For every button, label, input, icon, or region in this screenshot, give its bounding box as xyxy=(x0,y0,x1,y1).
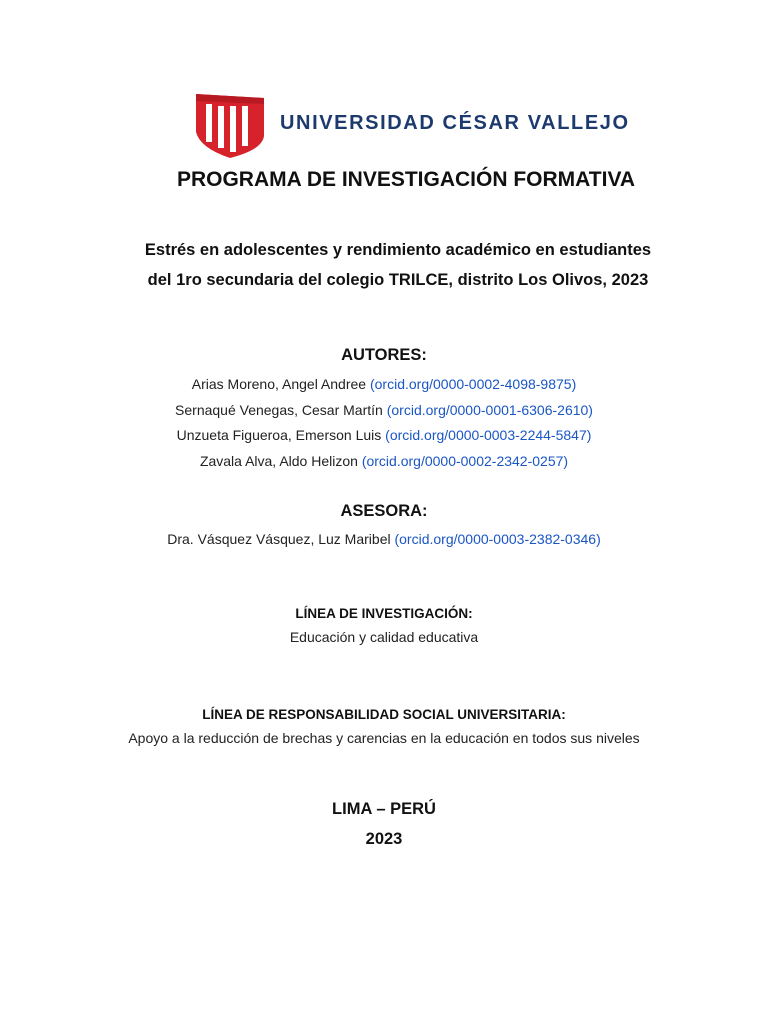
thesis-title-line-1: Estrés en adolescentes y rendimiento académico en estudiantes xyxy=(144,241,652,259)
university-logo xyxy=(192,92,630,160)
place: LIMA – PERÚ xyxy=(332,800,436,818)
authors-heading: AUTORES: xyxy=(341,346,427,364)
research-line-heading: LÍNEA DE INVESTIGACIÓN: xyxy=(295,606,473,621)
social-responsibility-value: Apoyo a la reducción de brechas y carencias en la educación en todos sus niveles xyxy=(128,730,640,746)
authors-list xyxy=(0,372,768,474)
thesis-title-line-2: del 1ro secundaria del colegio TRILCE, distrito Los Olivos, 2023 xyxy=(147,271,649,289)
advisor-heading: ASESORA: xyxy=(340,502,428,520)
author-name: Unzueta Figueroa, Emerson Luis xyxy=(176,427,382,443)
research-line-value: Educación y calidad educativa xyxy=(289,629,479,645)
advisor-entry xyxy=(0,527,768,553)
author-orcid-link[interactable]: (orcid.org/0000-0001-6306-2610) xyxy=(386,401,593,418)
author-orcid-link[interactable]: (orcid.org/0000-0003-2244-5847) xyxy=(385,427,592,443)
advisor-orcid-link[interactable]: (orcid.org/0000-0003-2382-0346) xyxy=(394,531,601,547)
author-entry xyxy=(0,372,768,398)
social-responsibility-heading: LÍNEA DE RESPONSABILIDAD SOCIAL UNIVERSITARIA: xyxy=(202,707,566,722)
year: 2023 xyxy=(365,830,403,848)
author-name: Arias Moreno, Angel Andree xyxy=(191,376,367,392)
author-orcid-link[interactable]: (orcid.org/0000-0002-2342-0257) xyxy=(361,452,569,469)
advisor-name: Dra. Vásquez Vásquez, Luz Maribel xyxy=(167,531,391,547)
thesis-title xyxy=(0,235,768,295)
author-entry xyxy=(0,398,768,424)
author-name: Zavala Alva, Aldo Helizon xyxy=(199,452,358,469)
author-orcid-link[interactable]: (orcid.org/0000-0002-4098-9875) xyxy=(369,376,577,392)
university-shield-icon xyxy=(192,92,272,160)
author-name: Sernaqué Venegas, Cesar Martín xyxy=(175,401,383,418)
author-entry xyxy=(0,449,768,475)
program-title: PROGRAMA DE INVESTIGACIÓN FORMATIVA xyxy=(176,168,636,191)
author-entry xyxy=(0,423,768,449)
university-name: UNIVERSIDAD CÉSAR VALLEJO xyxy=(280,112,630,134)
